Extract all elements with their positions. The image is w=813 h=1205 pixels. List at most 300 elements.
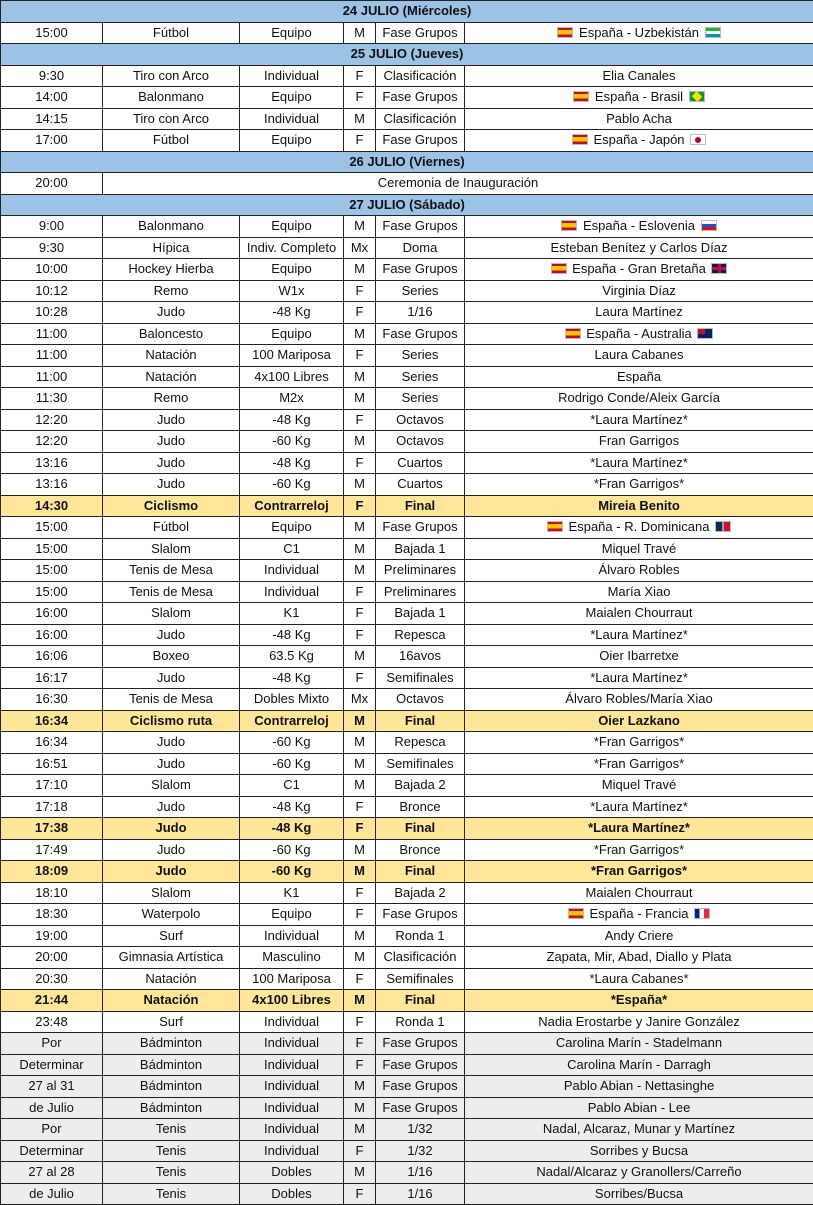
athlete-label: Nadal/Alcaraz y Granollers/Carreño — [536, 1164, 741, 1179]
time-cell: 27 al 31 — [1, 1076, 103, 1098]
athlete-cell — [465, 990, 813, 1012]
sport-cell: Slalom — [103, 603, 240, 625]
time-cell: 10:28 — [1, 302, 103, 324]
time-cell: 19:00 — [1, 925, 103, 947]
athlete-label: Esteban Benítez y Carlos Díaz — [550, 240, 727, 255]
table-row — [1, 259, 813, 281]
category-cell: -60 Kg — [240, 839, 344, 861]
sport-cell: Judo — [103, 667, 240, 689]
phase-cell: Octavos — [376, 409, 465, 431]
athlete-cell — [465, 1011, 813, 1033]
athlete-label: Maialen Chourraut — [586, 885, 693, 900]
time-cell: 16:00 — [1, 603, 103, 625]
sex-cell: F — [344, 603, 376, 625]
sex-cell: F — [344, 280, 376, 302]
table-row — [1, 1119, 813, 1141]
sex-cell: M — [344, 1097, 376, 1119]
sport-cell: Judo — [103, 732, 240, 754]
sport-cell: Surf — [103, 925, 240, 947]
time-cell: 10:00 — [1, 259, 103, 281]
flag-uz-icon — [705, 27, 721, 38]
table-row — [1, 130, 813, 152]
athlete-cell — [465, 818, 813, 840]
sex-cell: M — [344, 646, 376, 668]
phase-cell: Clasificación — [376, 65, 465, 87]
athlete-cell — [465, 517, 813, 539]
table-row — [1, 1076, 813, 1098]
phase-cell: Fase Grupos — [376, 259, 465, 281]
flag-es-icon — [561, 220, 577, 231]
time-cell: de Julio — [1, 1097, 103, 1119]
sport-cell: Tenis de Mesa — [103, 560, 240, 582]
sport-cell: Tenis — [103, 1140, 240, 1162]
flag-es-icon — [565, 328, 581, 339]
category-cell: -48 Kg — [240, 452, 344, 474]
sex-cell: M — [344, 366, 376, 388]
flag-es-icon — [557, 27, 573, 38]
sex-cell: M — [344, 259, 376, 281]
phase-cell: Bronce — [376, 839, 465, 861]
athlete-cell — [465, 689, 813, 711]
sex-cell: F — [344, 65, 376, 87]
athlete-label: España - Uzbekistán — [579, 25, 699, 40]
athlete-cell — [465, 452, 813, 474]
table-row — [1, 22, 813, 44]
sport-cell: Balonmano — [103, 216, 240, 238]
time-cell: Por — [1, 1119, 103, 1141]
sex-cell: M — [344, 1119, 376, 1141]
sport-cell: Ciclismo — [103, 495, 240, 517]
table-row — [1, 474, 813, 496]
phase-cell: Preliminares — [376, 560, 465, 582]
table-row — [1, 818, 813, 840]
sex-cell: F — [344, 624, 376, 646]
athlete-cell — [465, 409, 813, 431]
category-cell: Masculino — [240, 947, 344, 969]
athlete-label: Pablo Abian - Nettasinghe — [564, 1078, 714, 1093]
table-row — [1, 775, 813, 797]
day-header: 26 JULIO (Viernes) — [1, 151, 813, 173]
category-cell: W1x — [240, 280, 344, 302]
athlete-label: España - Japón — [593, 132, 684, 147]
phase-cell: Bronce — [376, 796, 465, 818]
table-row — [1, 280, 813, 302]
category-cell: Individual — [240, 1119, 344, 1141]
category-cell: Individual — [240, 560, 344, 582]
table-row — [1, 345, 813, 367]
time-cell: 15:00 — [1, 517, 103, 539]
flag-fr-icon — [694, 908, 710, 919]
phase-cell: Fase Grupos — [376, 216, 465, 238]
athlete-label: *Laura Martínez* — [590, 627, 688, 642]
phase-cell: 1/16 — [376, 1183, 465, 1205]
sex-cell: M — [344, 1162, 376, 1184]
sport-cell: Judo — [103, 839, 240, 861]
category-cell: Individual — [240, 1054, 344, 1076]
athlete-cell — [465, 839, 813, 861]
athlete-label: Pablo Abian - Lee — [588, 1100, 691, 1115]
table-row — [1, 108, 813, 130]
athlete-cell — [465, 603, 813, 625]
day-header: 25 JULIO (Jueves) — [1, 44, 813, 66]
athlete-cell — [465, 968, 813, 990]
sex-cell: F — [344, 1033, 376, 1055]
athlete-label: Oier Lazkano — [598, 713, 680, 728]
athlete-cell — [465, 732, 813, 754]
phase-cell: Final — [376, 861, 465, 883]
sex-cell: M — [344, 431, 376, 453]
category-cell: -48 Kg — [240, 302, 344, 324]
athlete-cell — [465, 259, 813, 281]
phase-cell: Fase Grupos — [376, 1033, 465, 1055]
table-row — [1, 603, 813, 625]
category-cell: C1 — [240, 775, 344, 797]
time-cell: 10:12 — [1, 280, 103, 302]
athlete-cell — [465, 22, 813, 44]
athlete-cell — [465, 237, 813, 259]
sport-cell: Natación — [103, 345, 240, 367]
table-row — [1, 990, 813, 1012]
sex-cell: M — [344, 1076, 376, 1098]
sport-cell: Ciclismo ruta — [103, 710, 240, 732]
sex-cell: F — [344, 667, 376, 689]
table-row — [1, 1097, 813, 1119]
table-row — [1, 87, 813, 109]
category-cell: Individual — [240, 1011, 344, 1033]
sex-cell: M — [344, 925, 376, 947]
flag-do-icon — [715, 521, 731, 532]
sex-cell: M — [344, 517, 376, 539]
time-cell: 20:30 — [1, 968, 103, 990]
phase-cell: Cuartos — [376, 452, 465, 474]
category-cell: 63.5 Kg — [240, 646, 344, 668]
athlete-label: Sorribes/Bucsa — [595, 1186, 683, 1201]
athlete-cell — [465, 1140, 813, 1162]
category-cell: C1 — [240, 538, 344, 560]
table-row — [1, 925, 813, 947]
time-cell: 9:30 — [1, 65, 103, 87]
time-cell: 13:16 — [1, 452, 103, 474]
category-cell: Contrarreloj — [240, 495, 344, 517]
athlete-cell — [465, 345, 813, 367]
category-cell: Individual — [240, 1097, 344, 1119]
phase-cell: Fase Grupos — [376, 130, 465, 152]
time-cell: 11:00 — [1, 323, 103, 345]
category-cell: Dobles — [240, 1162, 344, 1184]
sex-cell: F — [344, 130, 376, 152]
time-cell: 23:48 — [1, 1011, 103, 1033]
phase-cell: Octavos — [376, 431, 465, 453]
time-cell: 11:00 — [1, 345, 103, 367]
athlete-label: Virginia Díaz — [602, 283, 675, 298]
phase-cell: Fase Grupos — [376, 517, 465, 539]
phase-cell: Semifinales — [376, 753, 465, 775]
table-row — [1, 839, 813, 861]
category-cell: Contrarreloj — [240, 710, 344, 732]
schedule-body — [1, 1, 813, 1205]
sport-cell: Remo — [103, 280, 240, 302]
sex-cell: F — [344, 818, 376, 840]
time-cell: 18:30 — [1, 904, 103, 926]
day-header-row — [1, 151, 813, 173]
category-cell: Equipo — [240, 130, 344, 152]
sex-cell: Mx — [344, 237, 376, 259]
athlete-cell — [465, 302, 813, 324]
table-row — [1, 517, 813, 539]
time-cell: Determinar — [1, 1140, 103, 1162]
sex-cell: M — [344, 775, 376, 797]
phase-cell: 1/32 — [376, 1140, 465, 1162]
athlete-cell — [465, 1076, 813, 1098]
phase-cell: Fase Grupos — [376, 1097, 465, 1119]
sport-cell: Slalom — [103, 882, 240, 904]
athlete-cell — [465, 280, 813, 302]
athlete-cell — [465, 560, 813, 582]
athlete-cell — [465, 753, 813, 775]
event-cell: Ceremonia de Inauguración — [103, 173, 813, 195]
table-row — [1, 366, 813, 388]
table-row — [1, 409, 813, 431]
athlete-label: Álvaro Robles — [599, 562, 680, 577]
table-row — [1, 216, 813, 238]
table-row — [1, 302, 813, 324]
time-cell: 15:00 — [1, 560, 103, 582]
table-row — [1, 861, 813, 883]
time-cell: 16:34 — [1, 710, 103, 732]
phase-cell: Fase Grupos — [376, 87, 465, 109]
phase-cell: Fase Grupos — [376, 22, 465, 44]
athlete-label: Andy Criere — [605, 928, 674, 943]
table-row — [1, 65, 813, 87]
athlete-label: España - Eslovenia — [583, 218, 695, 233]
sport-cell: Natación — [103, 366, 240, 388]
table-row — [1, 1011, 813, 1033]
phase-cell: Series — [376, 366, 465, 388]
athlete-cell — [465, 624, 813, 646]
athlete-cell — [465, 474, 813, 496]
phase-cell: Final — [376, 495, 465, 517]
day-header-row — [1, 1, 813, 23]
table-row — [1, 173, 813, 195]
category-cell: 100 Mariposa — [240, 968, 344, 990]
athlete-cell — [465, 130, 813, 152]
sport-cell: Natación — [103, 968, 240, 990]
category-cell: Indiv. Completo — [240, 237, 344, 259]
phase-cell: 16avos — [376, 646, 465, 668]
category-cell: Individual — [240, 65, 344, 87]
category-cell: Equipo — [240, 517, 344, 539]
athlete-label: España - Gran Bretaña — [572, 261, 706, 276]
athlete-label: *Laura Martínez* — [590, 799, 688, 814]
athlete-cell — [465, 861, 813, 883]
athlete-label: Fran Garrigos — [599, 433, 679, 448]
sex-cell: M — [344, 108, 376, 130]
athlete-label: Pablo Acha — [606, 111, 672, 126]
phase-cell: 1/16 — [376, 1162, 465, 1184]
phase-cell: Series — [376, 280, 465, 302]
time-cell: 15:00 — [1, 538, 103, 560]
sex-cell: F — [344, 581, 376, 603]
time-cell: 17:49 — [1, 839, 103, 861]
phase-cell: Bajada 2 — [376, 775, 465, 797]
flag-jp-icon — [690, 134, 706, 145]
sport-cell: Natación — [103, 990, 240, 1012]
phase-cell: Fase Grupos — [376, 904, 465, 926]
athlete-cell — [465, 1119, 813, 1141]
table-row — [1, 452, 813, 474]
sex-cell: M — [344, 732, 376, 754]
sport-cell: Judo — [103, 624, 240, 646]
athlete-label: Nadal, Alcaraz, Munar y Martínez — [543, 1121, 735, 1136]
sport-cell: Tenis — [103, 1162, 240, 1184]
table-row — [1, 796, 813, 818]
table-row — [1, 753, 813, 775]
sex-cell: M — [344, 474, 376, 496]
phase-cell: 1/32 — [376, 1119, 465, 1141]
athlete-cell — [465, 1054, 813, 1076]
category-cell: -60 Kg — [240, 753, 344, 775]
table-row — [1, 646, 813, 668]
athlete-cell — [465, 1183, 813, 1205]
category-cell: Individual — [240, 925, 344, 947]
athlete-label: Nadia Erostarbe y Janire González — [538, 1014, 740, 1029]
sport-cell: Bádminton — [103, 1033, 240, 1055]
athlete-label: *Laura Martínez* — [590, 455, 688, 470]
phase-cell: Bajada 2 — [376, 882, 465, 904]
phase-cell: Preliminares — [376, 581, 465, 603]
sport-cell: Judo — [103, 861, 240, 883]
phase-cell: Final — [376, 990, 465, 1012]
time-cell: 17:18 — [1, 796, 103, 818]
phase-cell: Final — [376, 818, 465, 840]
phase-cell: Repesca — [376, 732, 465, 754]
sport-cell: Bádminton — [103, 1054, 240, 1076]
phase-cell: Fase Grupos — [376, 1054, 465, 1076]
sport-cell: Hípica — [103, 237, 240, 259]
category-cell: Equipo — [240, 259, 344, 281]
athlete-label: Sorribes y Bucsa — [590, 1143, 688, 1158]
table-row — [1, 968, 813, 990]
category-cell: Equipo — [240, 323, 344, 345]
phase-cell: Bajada 1 — [376, 603, 465, 625]
table-row — [1, 1033, 813, 1055]
time-cell: 16:51 — [1, 753, 103, 775]
sport-cell: Judo — [103, 474, 240, 496]
category-cell: Equipo — [240, 87, 344, 109]
phase-cell: Final — [376, 710, 465, 732]
athlete-label: Mireia Benito — [598, 498, 680, 513]
athlete-cell — [465, 667, 813, 689]
time-cell: 17:10 — [1, 775, 103, 797]
time-cell: 12:20 — [1, 431, 103, 453]
category-cell: Individual — [240, 1140, 344, 1162]
sport-cell: Tenis — [103, 1119, 240, 1141]
athlete-cell — [465, 108, 813, 130]
phase-cell: Semifinales — [376, 968, 465, 990]
category-cell: -48 Kg — [240, 409, 344, 431]
sex-cell: F — [344, 409, 376, 431]
category-cell: -60 Kg — [240, 732, 344, 754]
flag-es-icon — [573, 91, 589, 102]
athlete-cell — [465, 431, 813, 453]
sport-cell: Balonmano — [103, 87, 240, 109]
time-cell: 9:00 — [1, 216, 103, 238]
sex-cell: F — [344, 87, 376, 109]
time-cell: 21:44 — [1, 990, 103, 1012]
time-cell: 15:00 — [1, 581, 103, 603]
sport-cell: Fútbol — [103, 22, 240, 44]
athlete-cell — [465, 646, 813, 668]
category-cell: Dobles — [240, 1183, 344, 1205]
sport-cell: Tenis de Mesa — [103, 689, 240, 711]
table-row — [1, 431, 813, 453]
sport-cell: Fútbol — [103, 517, 240, 539]
category-cell: -60 Kg — [240, 861, 344, 883]
athlete-label: Miquel Travé — [602, 541, 676, 556]
athlete-cell — [465, 216, 813, 238]
sport-cell: Bádminton — [103, 1076, 240, 1098]
sex-cell: F — [344, 968, 376, 990]
athlete-label: Rodrigo Conde/Aleix García — [558, 390, 720, 405]
flag-br-icon — [689, 91, 705, 102]
athlete-label: *Laura Cabanes* — [589, 971, 688, 986]
sport-cell: Remo — [103, 388, 240, 410]
athlete-cell — [465, 775, 813, 797]
sex-cell: F — [344, 452, 376, 474]
sex-cell: M — [344, 947, 376, 969]
category-cell: Equipo — [240, 904, 344, 926]
sport-cell: Fútbol — [103, 130, 240, 152]
time-cell: 18:10 — [1, 882, 103, 904]
sport-cell: Judo — [103, 796, 240, 818]
time-cell: 16:06 — [1, 646, 103, 668]
sport-cell: Slalom — [103, 775, 240, 797]
athlete-label: España — [617, 369, 661, 384]
sex-cell: M — [344, 753, 376, 775]
time-cell: 16:00 — [1, 624, 103, 646]
sport-cell: Baloncesto — [103, 323, 240, 345]
athlete-label: Laura Cabanes — [595, 347, 684, 362]
table-row — [1, 1054, 813, 1076]
athlete-cell — [465, 882, 813, 904]
time-cell: Determinar — [1, 1054, 103, 1076]
athlete-cell — [465, 947, 813, 969]
time-cell: 27 al 28 — [1, 1162, 103, 1184]
sport-cell: Bádminton — [103, 1097, 240, 1119]
day-header-row — [1, 194, 813, 216]
sport-cell: Gimnasia Artística — [103, 947, 240, 969]
day-header: 24 JULIO (Miércoles) — [1, 1, 813, 23]
table-row — [1, 388, 813, 410]
table-row — [1, 710, 813, 732]
sport-cell: Tiro con Arco — [103, 65, 240, 87]
flag-es-icon — [568, 908, 584, 919]
sport-cell: Judo — [103, 431, 240, 453]
sex-cell: F — [344, 1140, 376, 1162]
sport-cell: Judo — [103, 302, 240, 324]
sex-cell: F — [344, 882, 376, 904]
sport-cell: Judo — [103, 818, 240, 840]
phase-cell: Repesca — [376, 624, 465, 646]
athlete-label: España - Brasil — [595, 89, 683, 104]
sex-cell: M — [344, 388, 376, 410]
phase-cell: Clasificación — [376, 108, 465, 130]
phase-cell: Series — [376, 345, 465, 367]
table-row — [1, 624, 813, 646]
phase-cell: Octavos — [376, 689, 465, 711]
athlete-label: Laura Martínez — [595, 304, 682, 319]
sex-cell: F — [344, 345, 376, 367]
